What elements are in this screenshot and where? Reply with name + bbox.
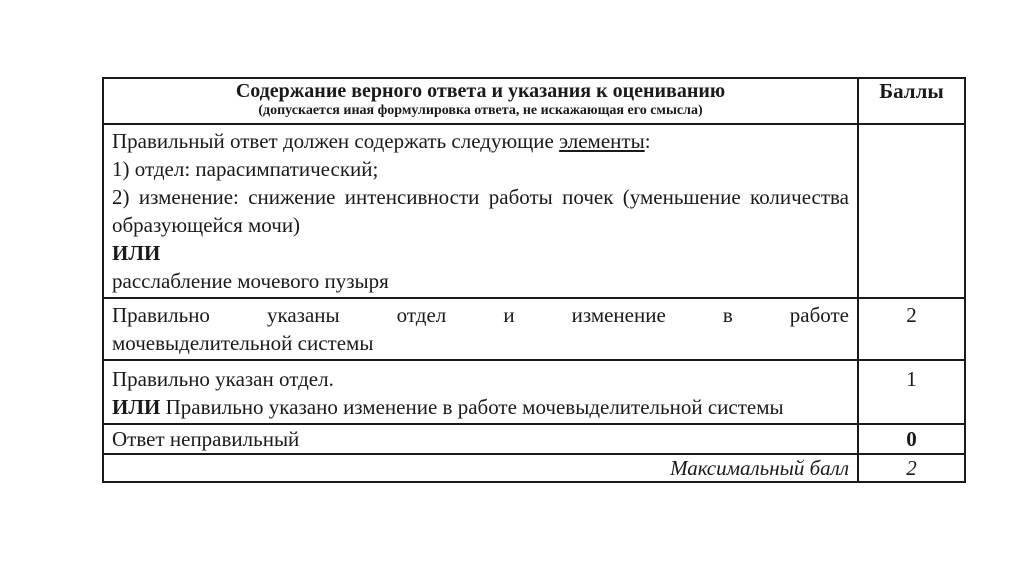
grading-table — [102, 77, 966, 483]
answer-score-cell — [858, 124, 965, 298]
answer-item-1: 1) отдел: парасимпатический; — [112, 157, 379, 181]
criterion-2-line-2: мочевыделительной системы — [112, 331, 374, 355]
criterion-2-line-1: Правильно указаны отдел и изменение в работе — [112, 303, 849, 327]
max-score-label: Максимальный балл — [103, 454, 858, 482]
answer-alternative: расслабление мочевого пузыря — [112, 269, 389, 293]
answer-cell — [103, 124, 858, 298]
answer-item-2: 2) изменение: снижение интенсивности работы почек (уменьшение количества образующейся мочи) — [112, 185, 849, 237]
criterion-1-score: 1 — [858, 360, 965, 424]
answer-intro-prefix: Правильный ответ должен содержать следующие — [112, 129, 560, 153]
criterion-row — [103, 424, 965, 454]
content-header-note: (допускается иная формулировка ответа, не искажающая его смысла) — [258, 103, 703, 118]
max-score-value: 2 — [858, 454, 965, 482]
max-row — [103, 454, 965, 482]
criterion-1-line-2 — [112, 393, 849, 421]
answer-or-label: ИЛИ — [112, 241, 161, 265]
points-header: Баллы — [858, 78, 965, 124]
criterion-row — [103, 360, 965, 424]
content-header-title: Содержание верного ответа и указания к оцениванию — [235, 80, 726, 102]
criterion-2-score: 2 — [858, 298, 965, 360]
answer-intro-underlined: элементы — [559, 129, 645, 153]
criterion-0-text: Ответ неправильный — [103, 424, 858, 454]
criterion-cell — [103, 360, 858, 424]
answer-intro-suffix: : — [644, 129, 651, 153]
criterion-1-line-1: Правильно указан отдел. — [112, 367, 334, 391]
criterion-row — [103, 298, 965, 360]
header-row — [103, 78, 965, 124]
answer-intro — [112, 127, 849, 155]
criterion-cell — [103, 298, 858, 360]
criterion-1-or-label: ИЛИ — [112, 395, 161, 419]
content-header-cell — [103, 78, 858, 124]
criterion-1-alternative: Правильно указано изменение в работе мочевыделительной системы — [160, 395, 784, 419]
criterion-0-score: 0 — [858, 424, 965, 454]
answer-row — [103, 124, 965, 298]
